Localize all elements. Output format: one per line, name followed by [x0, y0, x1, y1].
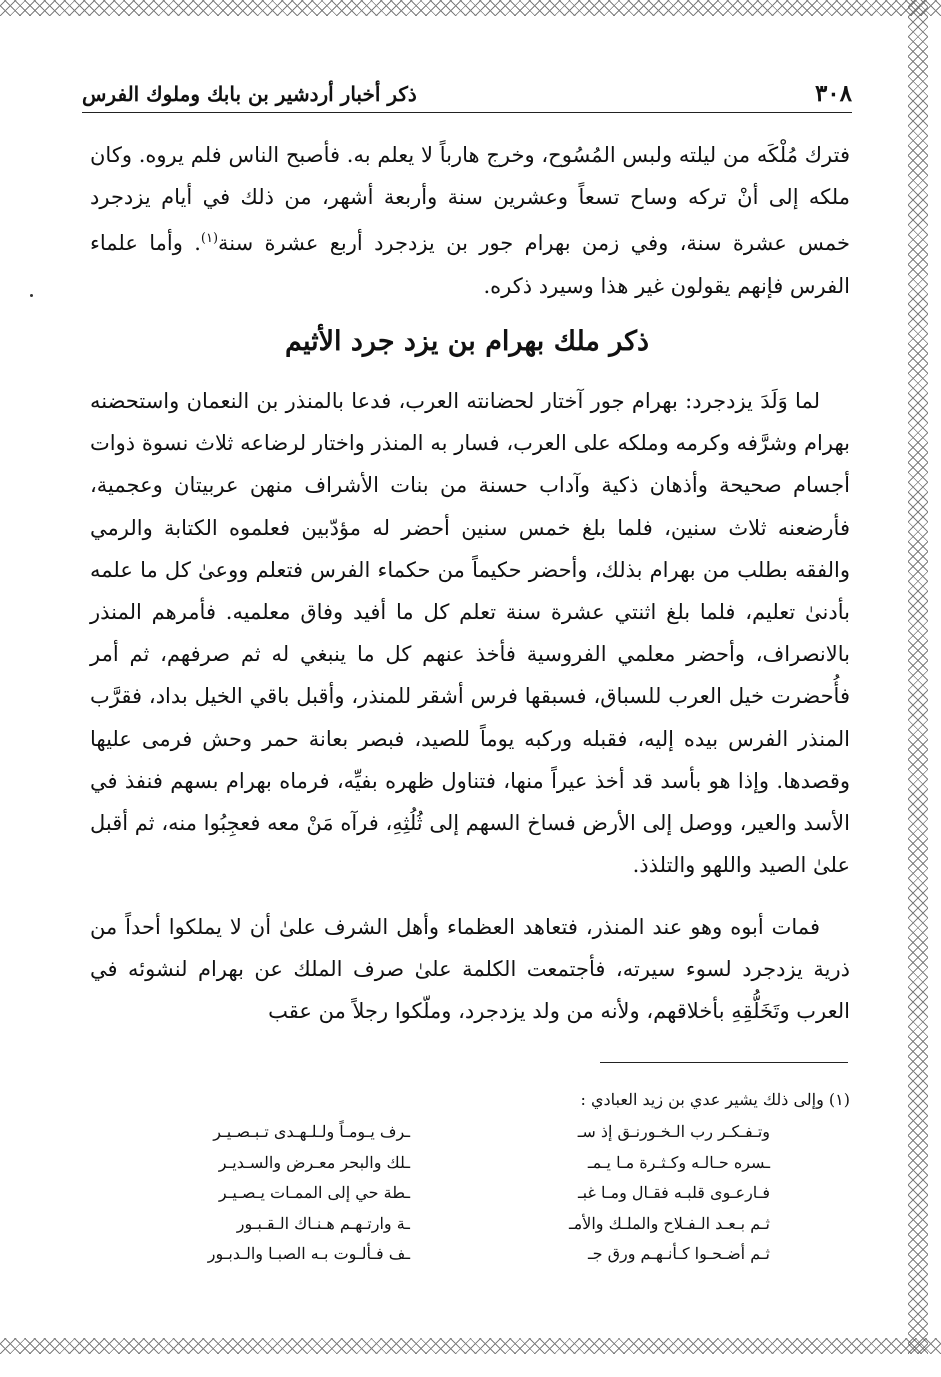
decorative-border-bottom: [0, 1338, 941, 1354]
verse-first-hemistich: ثـم أضـحـوا كـأنـهـم ورق جـ: [587, 1244, 770, 1263]
verse-first-hemistich: فـارعـوى قلبـه فقـال ومـا غبـ: [577, 1183, 770, 1202]
verse-first-hemistich: وتـفـكـر رب الـخـورنـق إذ سـ: [577, 1122, 770, 1141]
verse-line: [170, 1153, 770, 1184]
footnote-verses: [170, 1122, 770, 1275]
decorative-border-right: [908, 0, 928, 1354]
verse-second-hemistich: ـة وارتـهـم هـنـاك الـقـبـور: [236, 1213, 410, 1233]
paragraph-1-text-a: فترك مُلْكَه من ليلته ولبس المُسُوح، وخرج هارباً لا يعلم به. فأصبح الناس فلم يروه. وكان ملكه إلى أنْ تركه وساح تسعاً وعشرين سنة وأربعة أشهر، من ذلك في أيام يزدجرد خمس عشرة سنة، وفي زمن بهرام جور بن يزدجرد أربع عشرة سنة: [90, 143, 850, 256]
footnote-marker: (١): [200, 231, 219, 247]
section-body: [90, 380, 850, 886]
paragraph-3: فمات أبوه وهو عند المنذر، فتعاهد العظماء وأهل الشرف علىٰ أن لا يملكوا أحداً من ذرية يزدجرد لسوء سيرته، فأجتمعت الكلمة علىٰ صرف الملك عن بهرام لنشوئه في العرب وتَخَلُّقِهِ بأخلاقهم، ولأنه من ولد يزدجرد، وملّكوا رجلاً من عقب: [90, 915, 850, 1024]
verse-line: [170, 1183, 770, 1214]
header-rule: [82, 112, 852, 113]
verse-first-hemistich: ـسره حـالـه وكـثـرة مـا يـمـ: [587, 1152, 770, 1172]
verse-line: [170, 1122, 770, 1153]
margin-speck: [30, 294, 33, 297]
footnote-rule: [600, 1062, 848, 1063]
verse-second-hemistich: ـرف يـومـاً ولـلـهـدى تـبـصـيـر: [213, 1122, 410, 1141]
paragraph-1-text-b: . وأما علماء الفرس فإنهم يقولون غير هذا وسيرد ذكره.: [90, 231, 850, 298]
decorative-border-top: [0, 0, 941, 16]
paragraph-1: [90, 134, 850, 307]
section-heading: ذكر ملك بهرام بن يزد جرد الأثيم: [284, 326, 650, 357]
running-title: ذكر أخبار أردشير بن بابك وملوك الفرس: [82, 82, 417, 106]
footnote-intro: (١) وإلى ذلك يشير عدي بن زيد العبادي :: [580, 1090, 850, 1109]
page-number: ٣٠٨: [814, 80, 852, 107]
verse-second-hemistich: ـطة حي إلى الممـات يـصـيـر: [218, 1183, 410, 1202]
paragraph-2: لما وَلَدَ يزدجرد: بهرام جور آختار لحضانته العرب، فدعا بالمنذر بن النعمان واستحضنه بهرام وشرَّفه وكرمه وملكه على العرب، فسار به المنذر واختار لرضاعه ثلاث نسوة ذوات أجسام صحيحة وأذهان ذكية وآداب حسنة من بنات الأشراف منهن عربيتان وعجمية، فأرضعنه ثلاث سنين، فلما بلغ خمس سنين أحضر له مؤدّبين فعلموه الكتابة والرمي والفقه بطلب من بهرام بذلك، وأحضر حكيماً من حكماء الفرس فتعلم ووعىٰ كل ما علمه بأدنىٰ تعليم، فلما بلغ اثنتي عشرة سنة تعلم كل ما أفيد وفاق معلميه. فأمرهم المنذر بالانصراف، وأحضر معلمي الفروسية فأخذ عنهم كل ما ينبغي له ثم صرفهم، ثم أمر فأُحضرت خيل العرب للسباق، فسبقها فرس أشقر للمنذر، وأقبل باقي الخيل بداد، فقرَّب المنذر الفرس بيده إليه، فقبله وركبه يوماً للصيد، فبصر بعانة حمر وحش فرمى عليها وقصدها. وإذا هو بأسد قد أخذ عيراً منها، فتناول ظهره بفيِّه، فرماه بهرام بسهم فنفذ في الأسد والعير، ووصل إلى الأرض فساخ السهم إلى ثُلُثِهِ، فرآه مَنْ معه فعجِبُوا منه، ثم أقبل علىٰ الصيد واللهو والتلذذ.: [90, 389, 850, 878]
section-body-continued: [90, 906, 850, 1033]
paragraph-continuation: [90, 134, 850, 307]
verse-second-hemistich: ـف فـألـوت بـه الصبـا والـدبـور: [207, 1244, 410, 1263]
verse-line: [170, 1214, 770, 1245]
verse-first-hemistich: ثـم بـعـد الـفـلاح والملـك والأمـ: [568, 1213, 770, 1233]
verse-second-hemistich: ـلك والبحر معـرض والسـديـر: [218, 1152, 410, 1172]
verse-line: [170, 1244, 770, 1275]
